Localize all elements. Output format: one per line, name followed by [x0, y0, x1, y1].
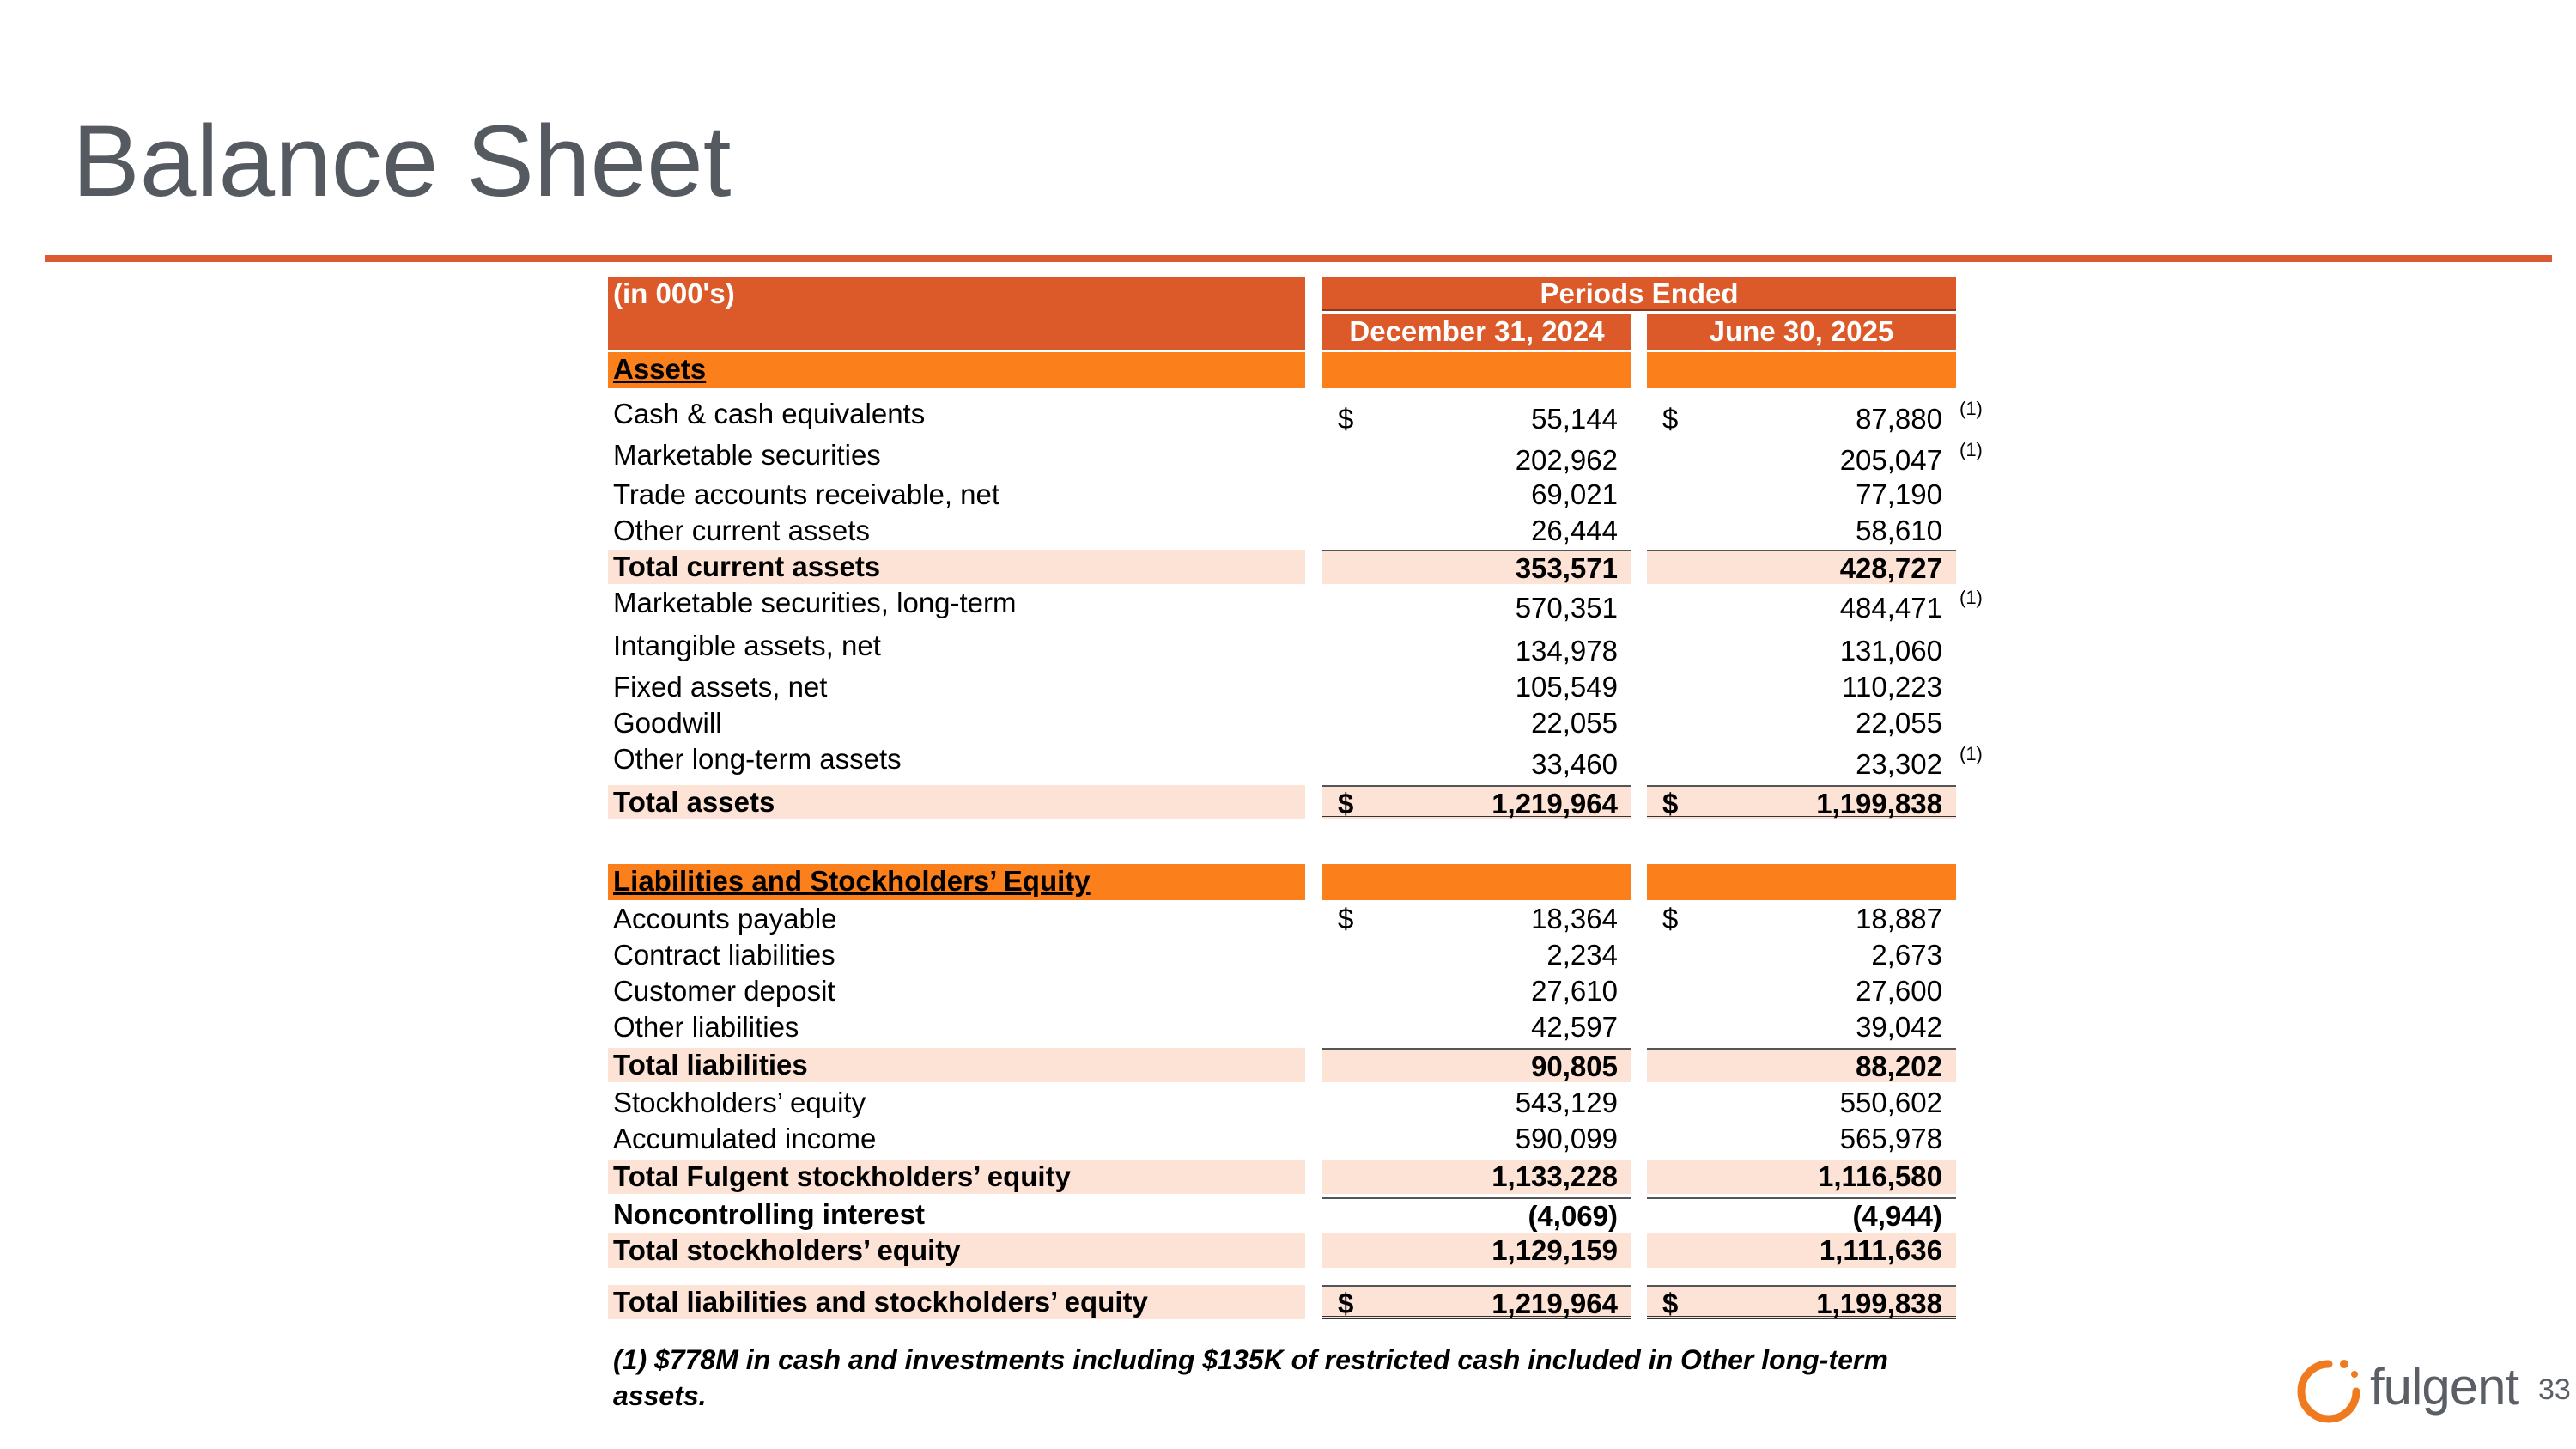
cell-value: 428,727	[1839, 552, 1942, 584]
value-jun-2025	[1647, 634, 1956, 668]
row-label: Other liabilities	[613, 1011, 799, 1043]
cell-value: 18,887	[1856, 903, 1942, 935]
value-jun-2025	[1647, 550, 1956, 584]
cell-value: 134,978	[1515, 635, 1618, 667]
cell-value: 58,610	[1856, 514, 1942, 546]
footnote-marker: (1)	[1959, 743, 1983, 764]
cell-value: 2,673	[1871, 939, 1942, 971]
value-jun-2025	[1647, 402, 1956, 436]
cell-value: 23,302	[1856, 748, 1942, 780]
currency-symbol: $	[1338, 403, 1354, 435]
cell-value: 1,219,964	[1492, 788, 1618, 819]
value-jun-2025	[1647, 591, 1956, 625]
value-jun-2025	[1647, 902, 1956, 936]
cell-value: 484,471	[1839, 592, 1942, 624]
cell-value: 353,571	[1515, 552, 1618, 584]
currency-symbol: $	[1338, 788, 1354, 819]
column-header-dec-2024: December 31, 2024	[1322, 314, 1631, 350]
row-label: Contract liabilities	[613, 939, 835, 971]
page-title: Balance Sheet	[72, 105, 732, 218]
value-dec-2024	[1322, 1233, 1631, 1268]
value-jun-2025	[1647, 670, 1956, 704]
value-dec-2024	[1322, 902, 1631, 936]
value-dec-2024	[1322, 785, 1631, 819]
cell-value: 55,144	[1531, 403, 1618, 435]
value-jun-2025	[1647, 1122, 1956, 1156]
footnote-marker: (1)	[1959, 587, 1983, 608]
row-label: Accumulated income	[613, 1123, 877, 1154]
value-jun-2025	[1647, 747, 1956, 782]
cell-value: 27,610	[1531, 975, 1618, 1007]
cell-value: 1,111,636	[1819, 1234, 1942, 1266]
footnote: (1) $778M in cash and investments including $135K of restricted cash included in Other long-term assets.	[613, 1344, 1888, 1411]
cell-value: 1,199,838	[1816, 1288, 1942, 1319]
currency-symbol: $	[1662, 903, 1679, 935]
cell-value: 33,460	[1531, 748, 1618, 780]
row-label: Total liabilities and stockholders’ equity	[608, 1285, 1305, 1319]
value-dec-2024	[1322, 402, 1631, 436]
assets-heading	[608, 352, 1305, 388]
cell-value: 2,234	[1546, 939, 1618, 971]
value-dec-2024	[1322, 1197, 1631, 1232]
cell-value: 88,202	[1856, 1050, 1942, 1082]
cell-value: 26,444	[1531, 514, 1618, 546]
row-label: Stockholders’ equity	[613, 1087, 866, 1118]
value-dec-2024	[1322, 974, 1631, 1008]
column-header-jun-2025: June 30, 2025	[1647, 314, 1956, 350]
liabilities-heading	[608, 864, 1305, 900]
cell-value: 1,129,159	[1492, 1234, 1618, 1266]
currency-symbol: $	[1662, 403, 1679, 435]
liabilities-heading-fill	[1322, 864, 1631, 900]
value-jun-2025	[1647, 1160, 1956, 1194]
row-label: Total current assets	[608, 550, 1305, 584]
value-dec-2024	[1322, 1010, 1631, 1044]
page-number: 33	[2538, 1373, 2571, 1406]
value-dec-2024	[1322, 1122, 1631, 1156]
currency-symbol: $	[1338, 903, 1354, 935]
cell-value: 1,219,964	[1492, 1288, 1618, 1319]
row-label: Marketable securities, long-term	[613, 587, 1017, 618]
value-dec-2024	[1322, 1285, 1631, 1319]
row-label: Total liabilities	[608, 1048, 1305, 1082]
value-dec-2024	[1322, 1086, 1631, 1120]
cell-value: 1,133,228	[1492, 1160, 1618, 1192]
cell-value: 69,021	[1531, 478, 1618, 510]
value-dec-2024	[1322, 443, 1631, 478]
value-dec-2024	[1322, 550, 1631, 584]
value-jun-2025	[1647, 1010, 1956, 1044]
cell-value: 1,116,580	[1818, 1160, 1942, 1192]
row-label: Total stockholders’ equity	[608, 1233, 1305, 1268]
value-jun-2025	[1647, 938, 1956, 972]
value-dec-2024	[1322, 634, 1631, 668]
liabilities-heading-fill	[1647, 864, 1956, 900]
cell-value: 565,978	[1839, 1123, 1942, 1154]
value-dec-2024	[1322, 514, 1631, 548]
value-dec-2024	[1322, 670, 1631, 704]
cell-value: 22,055	[1856, 707, 1942, 739]
value-jun-2025	[1647, 1197, 1956, 1232]
row-label: Other long-term assets	[613, 743, 902, 775]
row-label: Fixed assets, net	[613, 671, 828, 703]
currency-symbol: $	[1662, 1288, 1679, 1319]
cell-value: 90,805	[1531, 1050, 1618, 1082]
row-label: Total Fulgent stockholders’ equity	[608, 1160, 1305, 1194]
title-divider	[45, 255, 2552, 262]
cell-value: 1,199,838	[1816, 788, 1942, 819]
value-jun-2025	[1647, 478, 1956, 512]
cell-value: 87,880	[1856, 403, 1942, 435]
cell-value: 543,129	[1515, 1087, 1618, 1118]
cell-value: 550,602	[1839, 1087, 1942, 1118]
unit-label: (in 000's)	[613, 277, 735, 309]
footnote-marker: (1)	[1959, 398, 1983, 419]
row-label: Goodwill	[613, 707, 722, 739]
assets-heading-text: Assets	[613, 353, 707, 385]
cell-value: (4,069)	[1528, 1200, 1618, 1232]
currency-symbol: $	[1338, 1288, 1354, 1319]
row-label: Customer deposit	[613, 975, 835, 1007]
logo-wordmark: fulgent	[2370, 1358, 2519, 1416]
cell-value: 570,351	[1515, 592, 1618, 624]
value-jun-2025	[1647, 785, 1956, 819]
cell-value: 42,597	[1531, 1011, 1618, 1043]
cell-value: 27,600	[1856, 975, 1942, 1007]
row-label: Accounts payable	[613, 903, 837, 935]
value-dec-2024	[1322, 478, 1631, 512]
cell-value: 22,055	[1531, 707, 1618, 739]
value-dec-2024	[1322, 706, 1631, 740]
assets-heading-fill	[1322, 352, 1631, 388]
value-jun-2025	[1647, 1233, 1956, 1268]
row-label: Total assets	[608, 785, 1305, 819]
value-dec-2024	[1322, 1048, 1631, 1082]
row-label: Other current assets	[613, 514, 870, 546]
cell-value: 110,223	[1842, 671, 1942, 703]
value-dec-2024	[1322, 1160, 1631, 1194]
row-label: Cash & cash equivalents	[613, 398, 926, 429]
value-jun-2025	[1647, 514, 1956, 548]
row-label: Noncontrolling interest	[613, 1198, 925, 1230]
cell-value: 105,549	[1515, 671, 1618, 703]
periods-header: Periods Ended	[1322, 277, 1956, 311]
cell-value: 39,042	[1856, 1011, 1942, 1043]
liabilities-heading-text: Liabilities and Stockholders’ Equity	[613, 865, 1091, 897]
cell-value: (4,944)	[1852, 1200, 1942, 1232]
value-jun-2025	[1647, 706, 1956, 740]
value-jun-2025	[1647, 1048, 1956, 1082]
row-label: Intangible assets, net	[613, 630, 881, 661]
row-label: Trade accounts receivable, net	[613, 478, 1000, 510]
value-dec-2024	[1322, 938, 1631, 972]
unit-label-cell	[608, 277, 1305, 350]
value-dec-2024	[1322, 747, 1631, 782]
value-jun-2025	[1647, 443, 1956, 478]
cell-value: 590,099	[1515, 1123, 1618, 1154]
footnote-marker: (1)	[1959, 439, 1983, 460]
currency-symbol: $	[1662, 788, 1679, 819]
cell-value: 77,190	[1856, 478, 1942, 510]
cell-value: 18,364	[1531, 903, 1618, 935]
value-jun-2025	[1647, 974, 1956, 1008]
value-jun-2025	[1647, 1086, 1956, 1120]
row-label: Marketable securities	[613, 439, 881, 471]
cell-value: 202,962	[1515, 444, 1618, 476]
value-dec-2024	[1322, 591, 1631, 625]
value-jun-2025	[1647, 1285, 1956, 1319]
cell-value: 205,047	[1839, 444, 1942, 476]
cell-value: 131,060	[1839, 635, 1942, 667]
assets-heading-fill	[1647, 352, 1956, 388]
